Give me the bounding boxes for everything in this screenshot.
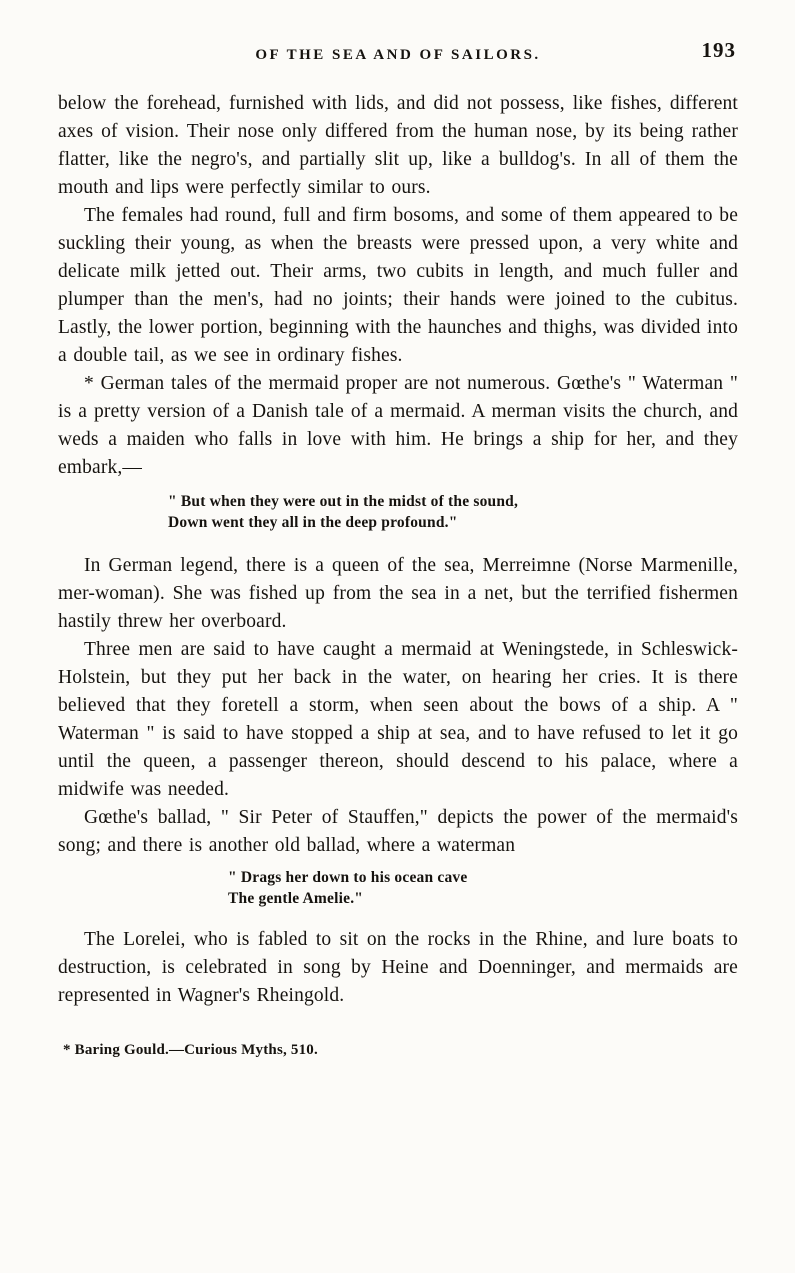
- verse-line: Down went they all in the deep profound.": [168, 514, 458, 531]
- verse-quote: [228, 867, 738, 909]
- paragraph: below the forehead, furnished with lids, and did not possess, like fishes, different axes of vision. Their nose only differed from the human nose, by its being rather flatter, like the negro's, and partially slit up, like a bulldog's. In all of them the mouth and lips were perfectly similar to ours.: [58, 93, 738, 198]
- footnote: * Baring Gould.—Curious Myths, 510.: [63, 1042, 318, 1058]
- paragraph: The Lorelei, who is fabled to sit on the rocks in the Rhine, and lure boats to destruction, is celebrated in song by Heine and Doenninger, and mermaids are represented in Wagner's Rheingold.: [58, 929, 738, 1006]
- verse-line: The gentle Amelie.": [228, 890, 364, 907]
- paragraph: In German legend, there is a queen of the sea, Merreimne (Norse Marmenille, mer-woman). She was fished up from the sea in a net, but the terrified fishermen hastily threw her overboard.: [58, 555, 738, 632]
- verse-quote: [168, 491, 738, 533]
- paragraph: Gœthe's ballad, " Sir Peter of Stauffen," depicts the power of the mermaid's song; and there is another old ballad, where a waterman: [58, 807, 738, 856]
- paragraph: The females had round, full and firm bosoms, and some of them appeared to be suckling their young, as when the breasts were pressed upon, a very white and delicate milk jetted out. Their arms, two cubits in length, and much fuller and plumper than the men's, had no joints; their hands were joined to the cubitus. Lastly, the lower portion, beginning with the haunches and thighs, was divided into a double tail, as we see in ordinary fishes.: [58, 205, 738, 366]
- paragraph: Three men are said to have caught a mermaid at Weningstede, in Schleswick-Holstein, but they put her back in the water, on hearing her cries. It is there believed that they foretell a storm, when seen about the bows of a ship. A " Waterman " is said to have stopped a ship at sea, and to have refused to let it go until the queen, a passenger thereon, should descend to his palace, where a midwife was needed.: [58, 639, 738, 800]
- verse-line: " Drags her down to his ocean cave: [228, 869, 468, 886]
- page-number: 193: [701, 38, 736, 62]
- running-header-title: OF THE SEA AND OF SAILORS.: [255, 47, 541, 63]
- verse-line: " But when they were out in the midst of the sound,: [168, 493, 519, 510]
- paragraph: * German tales of the mermaid proper are not numerous. Gœthe's " Waterman " is a pretty version of a Danish tale of a mermaid. A merman visits the church, and weds a maiden who falls in love with him. He brings a ship for her, and they embark,—: [58, 373, 738, 478]
- page-header: [58, 38, 738, 72]
